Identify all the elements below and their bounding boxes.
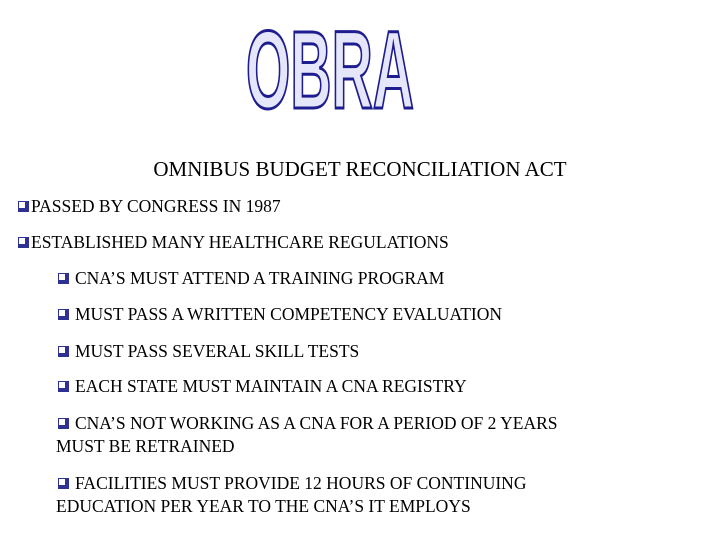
sub-bullet-item: [58, 375, 467, 397]
checkbox-bullet-icon: [58, 381, 69, 392]
bullet-text: ESTABLISHED MANY HEALTHCARE REGULATIONS: [31, 232, 449, 252]
bullet-text: CNA’S MUST ATTEND A TRAINING PROGRAM: [75, 268, 445, 288]
bullet-text: EACH STATE MUST MAINTAIN A CNA REGISTRY: [75, 376, 467, 396]
bullet-text: FACILITIES MUST PROVIDE 12 HOURS OF CONTINUING: [75, 473, 527, 493]
checkbox-bullet-icon: [58, 346, 69, 357]
sub-bullet-item: [58, 267, 444, 289]
bullet-item: [18, 195, 281, 217]
act-subtitle: OMNIBUS BUDGET RECONCILIATION ACT: [153, 157, 567, 181]
sub-bullet-item: [58, 303, 502, 325]
checkbox-bullet-icon: [18, 237, 29, 248]
sub-bullet-item: [58, 472, 526, 494]
checkbox-bullet-icon: [58, 309, 69, 320]
sub-bullet-item: [58, 412, 557, 434]
obra-title-text: OBRA: [246, 9, 414, 132]
bullet-item: [18, 231, 449, 253]
bullet-continuation: MUST BE RETRAINED: [56, 436, 235, 456]
obra-title-art: [240, 8, 420, 132]
checkbox-bullet-icon: [18, 201, 29, 212]
checkbox-bullet-icon: [58, 478, 69, 489]
bullet-text: MUST PASS SEVERAL SKILL TESTS: [75, 341, 360, 361]
bullet-text: MUST PASS A WRITTEN COMPETENCY EVALUATION: [75, 304, 503, 324]
bullet-text: CNA’S NOT WORKING AS A CNA FOR A PERIOD OF 2 YEARS: [75, 413, 558, 433]
sub-bullet-item: [58, 340, 359, 362]
checkbox-bullet-icon: [58, 418, 69, 429]
bullet-continuation: EDUCATION PER YEAR TO THE CNA’S IT EMPLOYS: [56, 496, 471, 516]
bullet-text: PASSED BY CONGRESS IN 1987: [31, 196, 281, 216]
checkbox-bullet-icon: [58, 273, 69, 284]
